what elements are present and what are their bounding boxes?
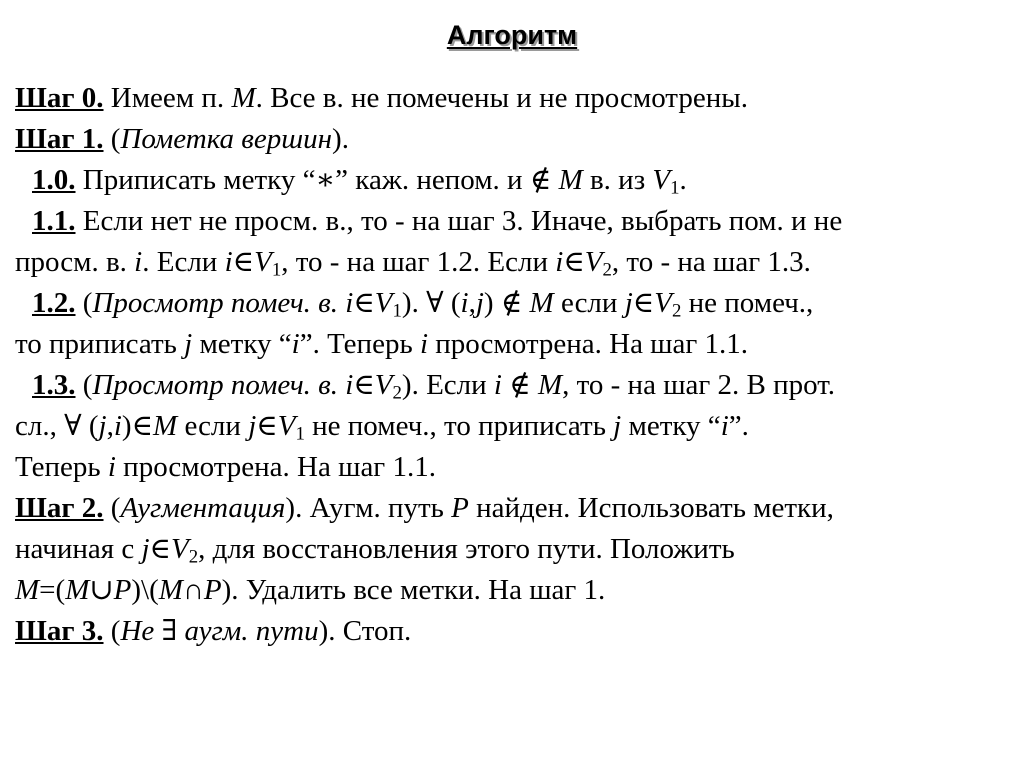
text-run: . Если [142,246,225,278]
text-run: Теперь [15,451,108,483]
math-italic: i [493,369,502,401]
step-label: Шаг 2. [15,492,104,524]
math-symbol: =( [39,574,66,606]
math-italic: Просмотр помеч. в. i [92,369,354,401]
math-italic: i [134,246,143,278]
text-run: ( [443,287,461,319]
math-italic: i [419,328,428,360]
text-run: ”. Теперь [299,328,420,360]
math-italic: j [475,287,484,319]
text-run: . Все в. не помечены и не просмотрены. [255,82,748,114]
math-italic: V [170,533,189,565]
text-run: в. из [582,164,653,196]
text-line [15,406,1010,447]
algorithm-text [15,78,1010,652]
math-italic: M [15,574,40,606]
text-run: ). Если [401,369,494,401]
text-run: , то - на шаг 2. В прот. [562,369,836,401]
text-run [551,164,558,196]
math-italic: M [158,574,183,606]
math-italic: i [113,410,122,442]
math-italic: M [65,574,90,606]
text-run: найден. Использовать метки, [468,492,834,524]
step-label: Шаг 0. [15,82,104,114]
text-run: , то - на шаг 1.3. [611,246,811,278]
math-symbol: ∃ [161,615,178,647]
math-italic: P [203,574,222,606]
math-italic: V [277,410,296,442]
math-italic: Просмотр помеч. в. i [92,287,354,319]
math-symbol: ∈ [632,287,655,319]
text-line [15,529,1010,570]
math-italic: M [153,410,178,442]
text-run: не помеч., [681,287,814,319]
slide-title: Алгоритм [446,20,578,50]
text-run: просмотрена. На шаг 1.1. [115,451,436,483]
math-symbol: ∀ [426,287,444,319]
text-run: сл., [15,410,65,442]
text-line [15,242,1010,283]
text-line [15,570,1010,611]
math-italic: j [98,410,107,442]
text-run: , то - на шаг 1.2. Если [281,246,556,278]
math-italic: i [460,287,469,319]
text-run: если [553,287,625,319]
subscript: 2 [671,300,682,322]
math-italic: V [652,164,671,196]
text-run: ). Аугм. путь [285,492,452,524]
text-line [15,488,1010,529]
math-italic: j [184,328,193,360]
text-run [522,287,529,319]
math-italic: аугм. пути [177,615,319,647]
text-run: , [468,287,476,319]
text-run: ”. [728,410,749,442]
math-italic: j [248,410,257,442]
subscript: 2 [392,382,402,404]
step-label: 1.1. [32,205,76,237]
math-symbol: ∈ [563,246,585,278]
text-line [15,119,1010,160]
math-italic: i [291,328,300,360]
text-run: Имеем п. [103,82,232,114]
math-symbol: ∈ [256,410,278,442]
math-italic: M [537,369,563,401]
text-line [15,160,1010,201]
text-run: Если нет не просм. в., то - на шаг 3. Иначе, выбрать пом. и не [75,205,843,237]
math-italic: M [558,164,583,196]
math-italic: j [624,287,633,319]
math-symbol: ∉ [529,164,552,196]
math-italic: j [141,533,150,565]
text-run: ( [103,123,121,155]
text-run: ). Удалить все метки. На шаг 1. [221,574,606,606]
math-symbol: ∈ [131,410,154,442]
subscript: 2 [188,546,199,568]
subscript: 2 [602,259,612,281]
text-run: . [679,164,687,196]
math-italic: V [374,369,393,401]
math-italic: Не [120,615,162,647]
math-italic: P [113,574,132,606]
subscript: 1 [392,300,402,322]
text-run: Приписать метку “ [75,164,316,196]
math-italic: P [451,492,469,524]
math-symbol: ∉ [509,369,531,401]
text-line [15,611,1010,652]
math-italic: Пометка вершин [120,123,333,155]
text-run: просмотрена. На шаг 1.1. [428,328,749,360]
text-run [531,369,538,401]
math-italic: j [613,410,622,442]
text-run: ( [103,615,121,647]
step-label: 1.0. [32,164,76,196]
text-run: ) [121,410,132,442]
text-run: )\( [131,574,159,606]
text-run: ). [332,123,349,155]
math-italic: i [555,246,564,278]
math-symbol: ∩ [182,574,204,606]
text-run: ” каж. непом. и [335,164,530,196]
text-run: ) [483,287,501,319]
step-label: 1.3. [32,369,76,401]
math-symbol: ∈ [353,369,375,401]
text-run: если [177,410,249,442]
text-run: ). [401,287,427,319]
text-run: ( [75,369,93,401]
subscript: 1 [670,177,680,199]
text-line [15,365,1010,406]
math-symbol: ∀ [64,410,82,442]
text-run: просм. в. [15,246,135,278]
text-run: начиная с [15,533,142,565]
text-run: метку “ [192,328,292,360]
subscript: 1 [271,259,282,281]
text-run: ( [81,410,99,442]
math-symbol: ∈ [232,246,255,278]
text-line [15,447,1010,488]
subscript: 1 [295,423,305,445]
math-italic: V [584,246,603,278]
step-label: 1.2. [32,287,76,319]
math-italic: V [254,246,272,278]
text-run: ( [75,287,93,319]
math-symbol: ∪ [89,574,114,606]
math-italic: i [720,410,729,442]
text-line [15,283,1010,324]
text-line [15,78,1010,119]
math-symbol: ∈ [149,533,171,565]
math-symbol: ∗ [315,164,336,196]
math-italic: i [107,451,116,483]
text-run: ( [103,492,121,524]
step-label: Шаг 3. [15,615,104,647]
text-run: , для восстановления этого пути. Положить [198,533,735,565]
math-italic: V [654,287,672,319]
math-italic: V [374,287,393,319]
text-run: , [106,410,114,442]
text-run: то приписать [15,328,185,360]
step-label: Шаг 1. [15,123,104,155]
math-italic: M [231,82,256,114]
text-line [15,324,1010,365]
text-run: метку “ [621,410,721,442]
text-line [15,201,1010,242]
math-italic: i [224,246,233,278]
text-run: ). Стоп. [318,615,412,647]
math-symbol: ∈ [353,287,375,319]
math-italic: Аугментация [120,492,286,524]
text-run: не помеч., то приписать [304,410,614,442]
math-italic: M [529,287,554,319]
math-symbol: ∉ [500,287,523,319]
